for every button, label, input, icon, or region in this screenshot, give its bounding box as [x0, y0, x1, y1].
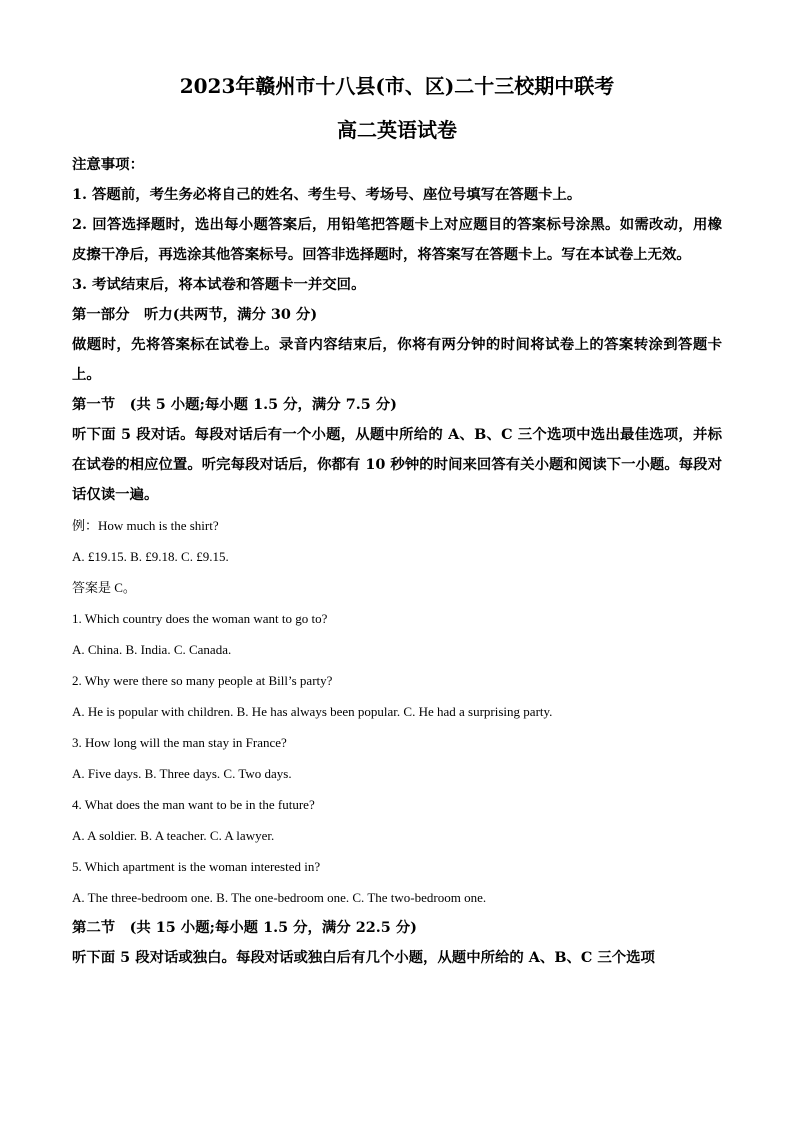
section2-heading: 第二节 (共 15 小题;每小题 1.5 分，满分 22.5 分) — [72, 919, 417, 936]
notice-item-2: 2. 回答选择题时，选出每小题答案后，用铅笔把答题卡上对应题目的答案标号涂黑。如需改动，用橡皮擦干净后，再选涂其他答案标号。回答非选择题时，将答案写在答题卡上。写在本试卷上无效。 — [72, 216, 722, 263]
example-question: 例：How much is the shirt? — [72, 518, 219, 533]
question-5: 5. Which apartment is the woman interested in? — [72, 859, 321, 874]
section2-instruction: 听下面 5 段对话或独白。每段对话或独白后有几个小题，从题中所给的 A、B、C 三个选项 — [72, 949, 655, 966]
notice-heading: 注意事项： — [72, 156, 144, 173]
example-answer: 答案是 C。 — [72, 580, 136, 595]
notice-item-1: 1. 答题前，考生务必将自己的姓名、考生号、考场号、座位号填写在答题卡上。 — [72, 186, 582, 203]
example-options: A. £19.15. B. £9.18. C. £9.15. — [72, 549, 229, 564]
exam-title: 2023年赣州市十八县(市、区)二十三校期中联考 — [179, 74, 615, 98]
section1-heading: 第一节 (共 5 小题;每小题 1.5 分，满分 7.5 分) — [72, 396, 397, 413]
part1-instruction: 做题时，先将答案标在试卷上。录音内容结束后，你将有两分钟的时间将试卷上的答案转涂到答题卡上。 — [72, 336, 722, 383]
question-1-options: A. China. B. India. C. Canada. — [72, 642, 232, 657]
question-2: 2. Why were there so many people at Bill’s party? — [72, 673, 333, 688]
exam-body — [72, 150, 722, 973]
question-3: 3. How long will the man stay in France? — [72, 735, 287, 750]
question-4: 4. What does the man want to be in the future? — [72, 797, 315, 812]
question-5-options: A. The three-bedroom one. B. The one-bedroom one. C. The two-bedroom one. — [72, 890, 487, 905]
question-1: 1. Which country does the woman want to go to? — [72, 611, 328, 626]
part1-heading: 第一部分 听力(共两节，满分 30 分) — [72, 306, 318, 323]
question-3-options: A. Five days. B. Three days. C. Two days. — [72, 766, 292, 781]
notice-item-3: 3. 考试结束后，将本试卷和答题卡一并交回。 — [72, 276, 366, 293]
question-4-options: A. A soldier. B. A teacher. C. A lawyer. — [72, 828, 275, 843]
question-2-options: A. He is popular with children. B. He has always been popular. C. He had a surprising party. — [72, 704, 553, 719]
exam-subtitle: 高二英语试卷 — [337, 118, 457, 142]
section1-instruction: 听下面 5 段对话。每段对话后有一个小题，从题中所给的 A、B、C 三个选项中选出最佳选项，并标在试卷的相应位置。听完每段对话后，你都有 10 秒钟的时间来回答有关小题和阅读下一小题。每段对话仅读一遍。 — [72, 426, 722, 503]
